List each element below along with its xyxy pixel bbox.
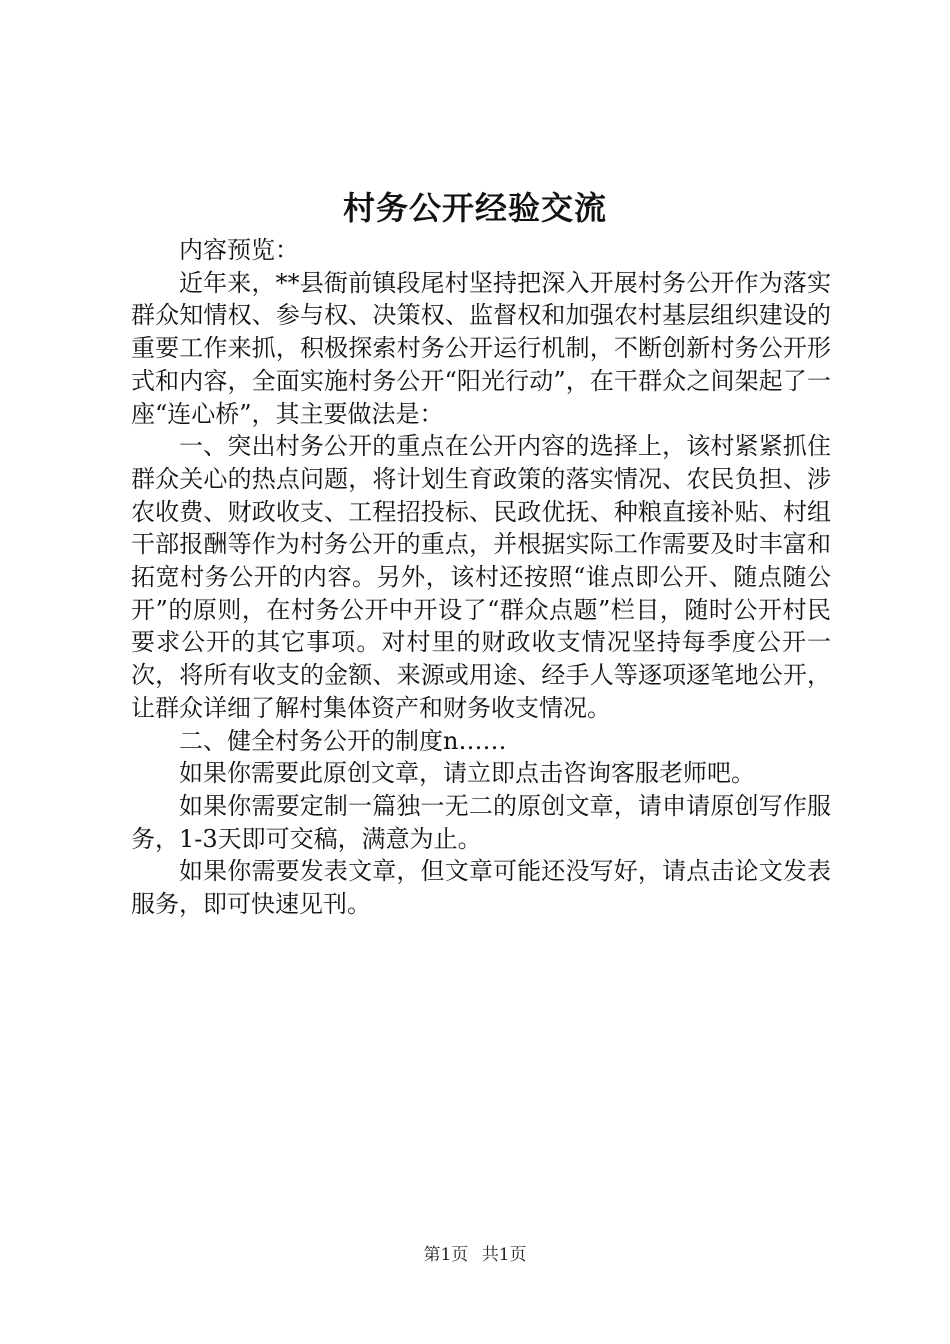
section-one-paragraph: 一、突出村务公开的重点在公开内容的选择上，该村紧紧抓住群众关心的热点问题，将计划生育政策的落实情况、农民负担、涉农收费、财政收支、工程招投标、民政优抚、种粮直接补贴、村组干部报酬等作为村务公开的重点，并根据实际工作需要及时丰富和拓宽村务公开的内容。另外，该村还按照“谁点即公开、随点随公开”的原则，在村务公开中开设了“群众点题”栏目，随时公开村民要求公开的其它事项。对村里的财政收支情况坚持每季度公开一次，将所有收支的金额、来源或用途、经手人等逐项逐笔地公开，让群众详细了解村集体资产和财务收支情况。: [131, 432, 831, 722]
page-number: 第1页: [423, 1245, 469, 1265]
publication-promo-paragraph: 如果你需要发表文章，但文章可能还没写好，请点击论文发表服务，即可快速见刊。: [131, 857, 831, 919]
section-two-paragraph: 二、健全村务公开的制度n……: [179, 726, 507, 755]
consult-promo-paragraph: 如果你需要此原创文章，请立即点击咨询客服老师吧。: [179, 759, 755, 788]
page-total: 共1页: [481, 1245, 527, 1265]
document-title: 村务公开经验交流: [342, 189, 607, 227]
page-footer: [0, 1243, 950, 1267]
preview-label: 内容预览：: [179, 236, 299, 264]
document-body: [131, 234, 831, 921]
custom-writing-promo-paragraph: 如果你需要定制一篇独一无二的原创文章，请申请原创写作服务，1-3天即可交稿，满意为止。: [131, 791, 831, 853]
intro-paragraph: 近年来，**县衙前镇段尾村坚持把深入开展村务公开作为落实群众知情权、参与权、决策权、监督权和加强农村基层组织建设的重要工作来抓，积极探索村务公开运行机制，不断创新村务公开形式和内容，全面实施村务公开“阳光行动”，在干群众之间架起了一座“连心桥”，其主要做法是：: [131, 268, 831, 428]
